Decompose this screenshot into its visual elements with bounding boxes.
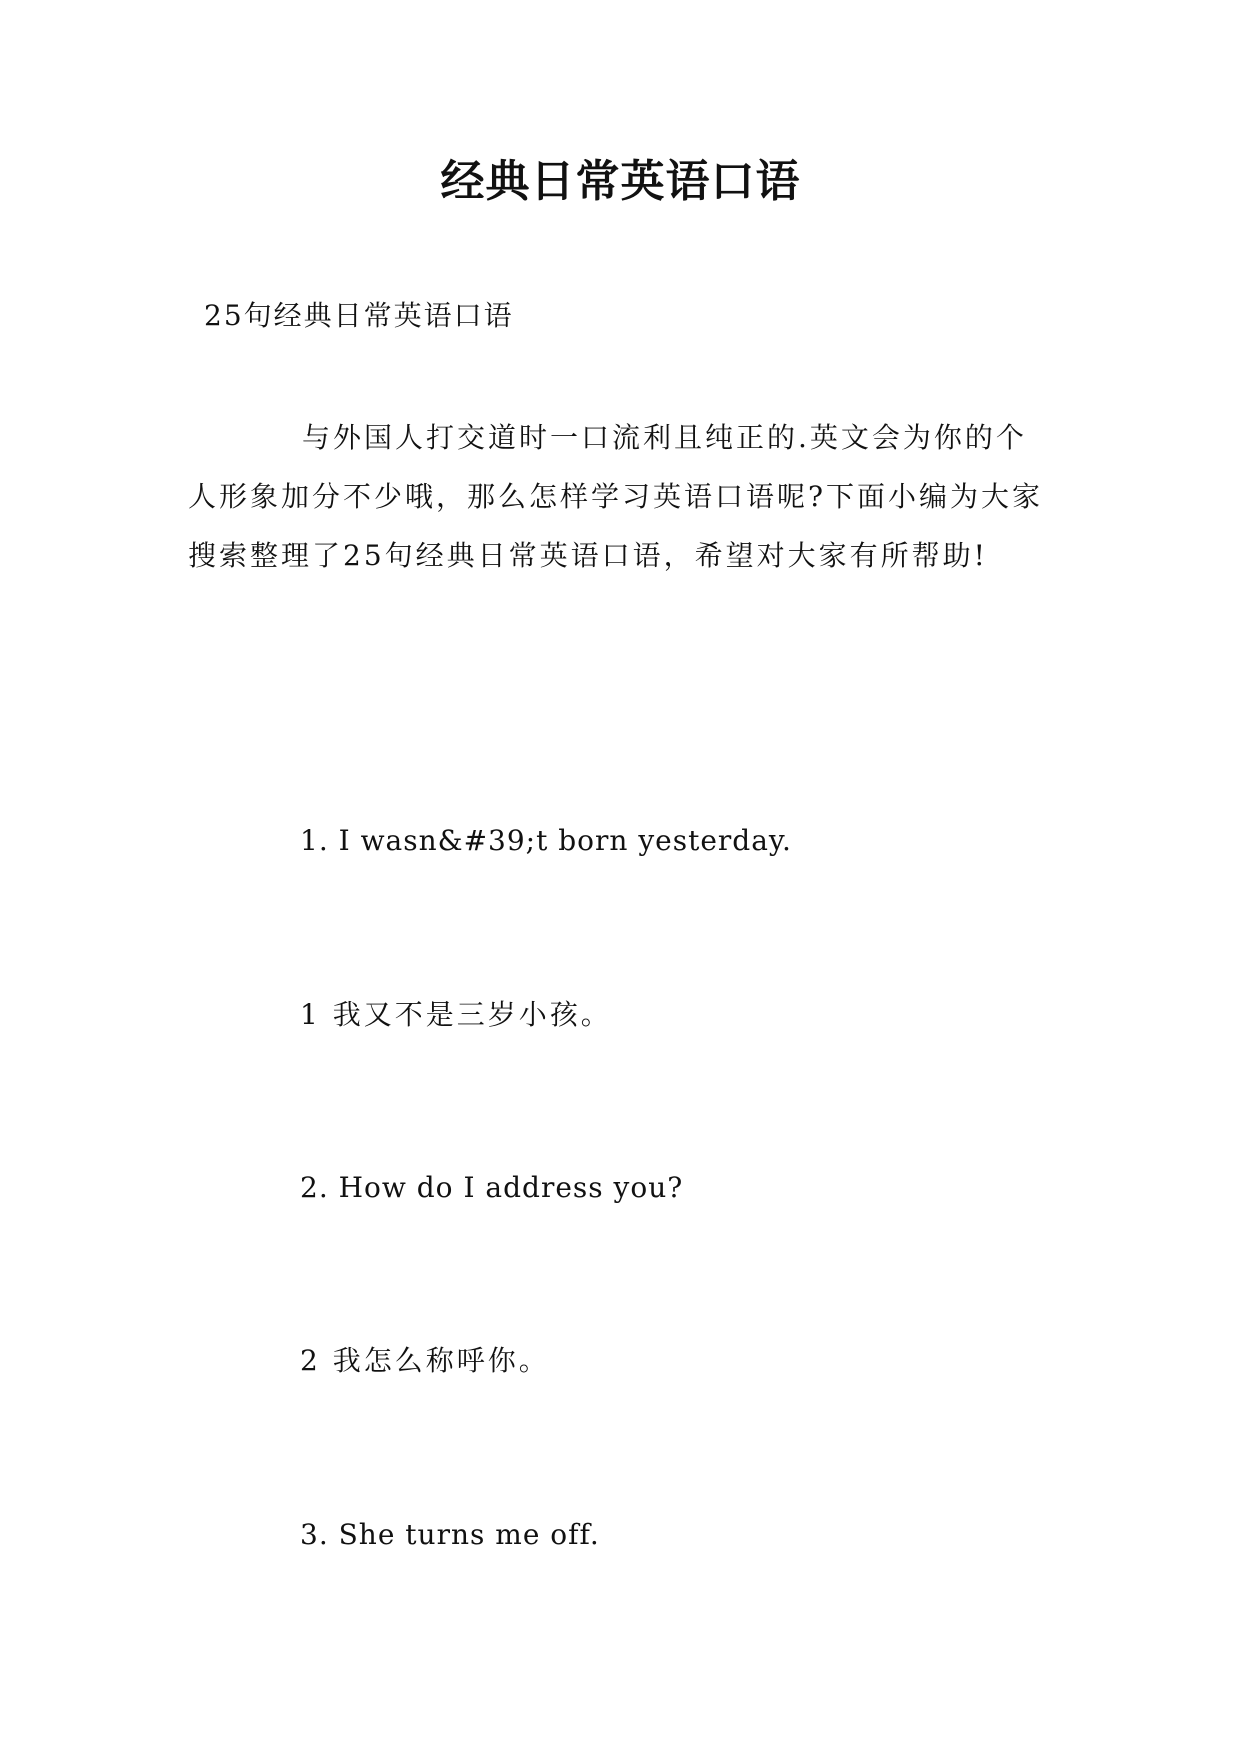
subtitle: 25句经典日常英语口语 <box>204 299 514 332</box>
phrase-chinese-1: 1 我又不是三岁小孩。 <box>300 998 612 1031</box>
page-title: 经典日常英语口语 <box>440 156 801 207</box>
phrase-chinese-2: 2 我怎么称呼你。 <box>300 1344 550 1377</box>
phrase-english-3: 3. She turns me off. <box>300 1518 600 1551</box>
intro-paragraph: 与外国人打交道时一口流利且纯正的.英文会为你的个人形象加分不少哦，那么怎样学习英语口语呢?下面小编为大家搜索整理了25句经典日常英语口语，希望对大家有所帮助! <box>188 421 1044 572</box>
phrase-english-1: 1. I wasn&#39;t born yesterday. <box>300 824 792 857</box>
phrase-english-2: 2. How do I address you? <box>300 1171 684 1204</box>
